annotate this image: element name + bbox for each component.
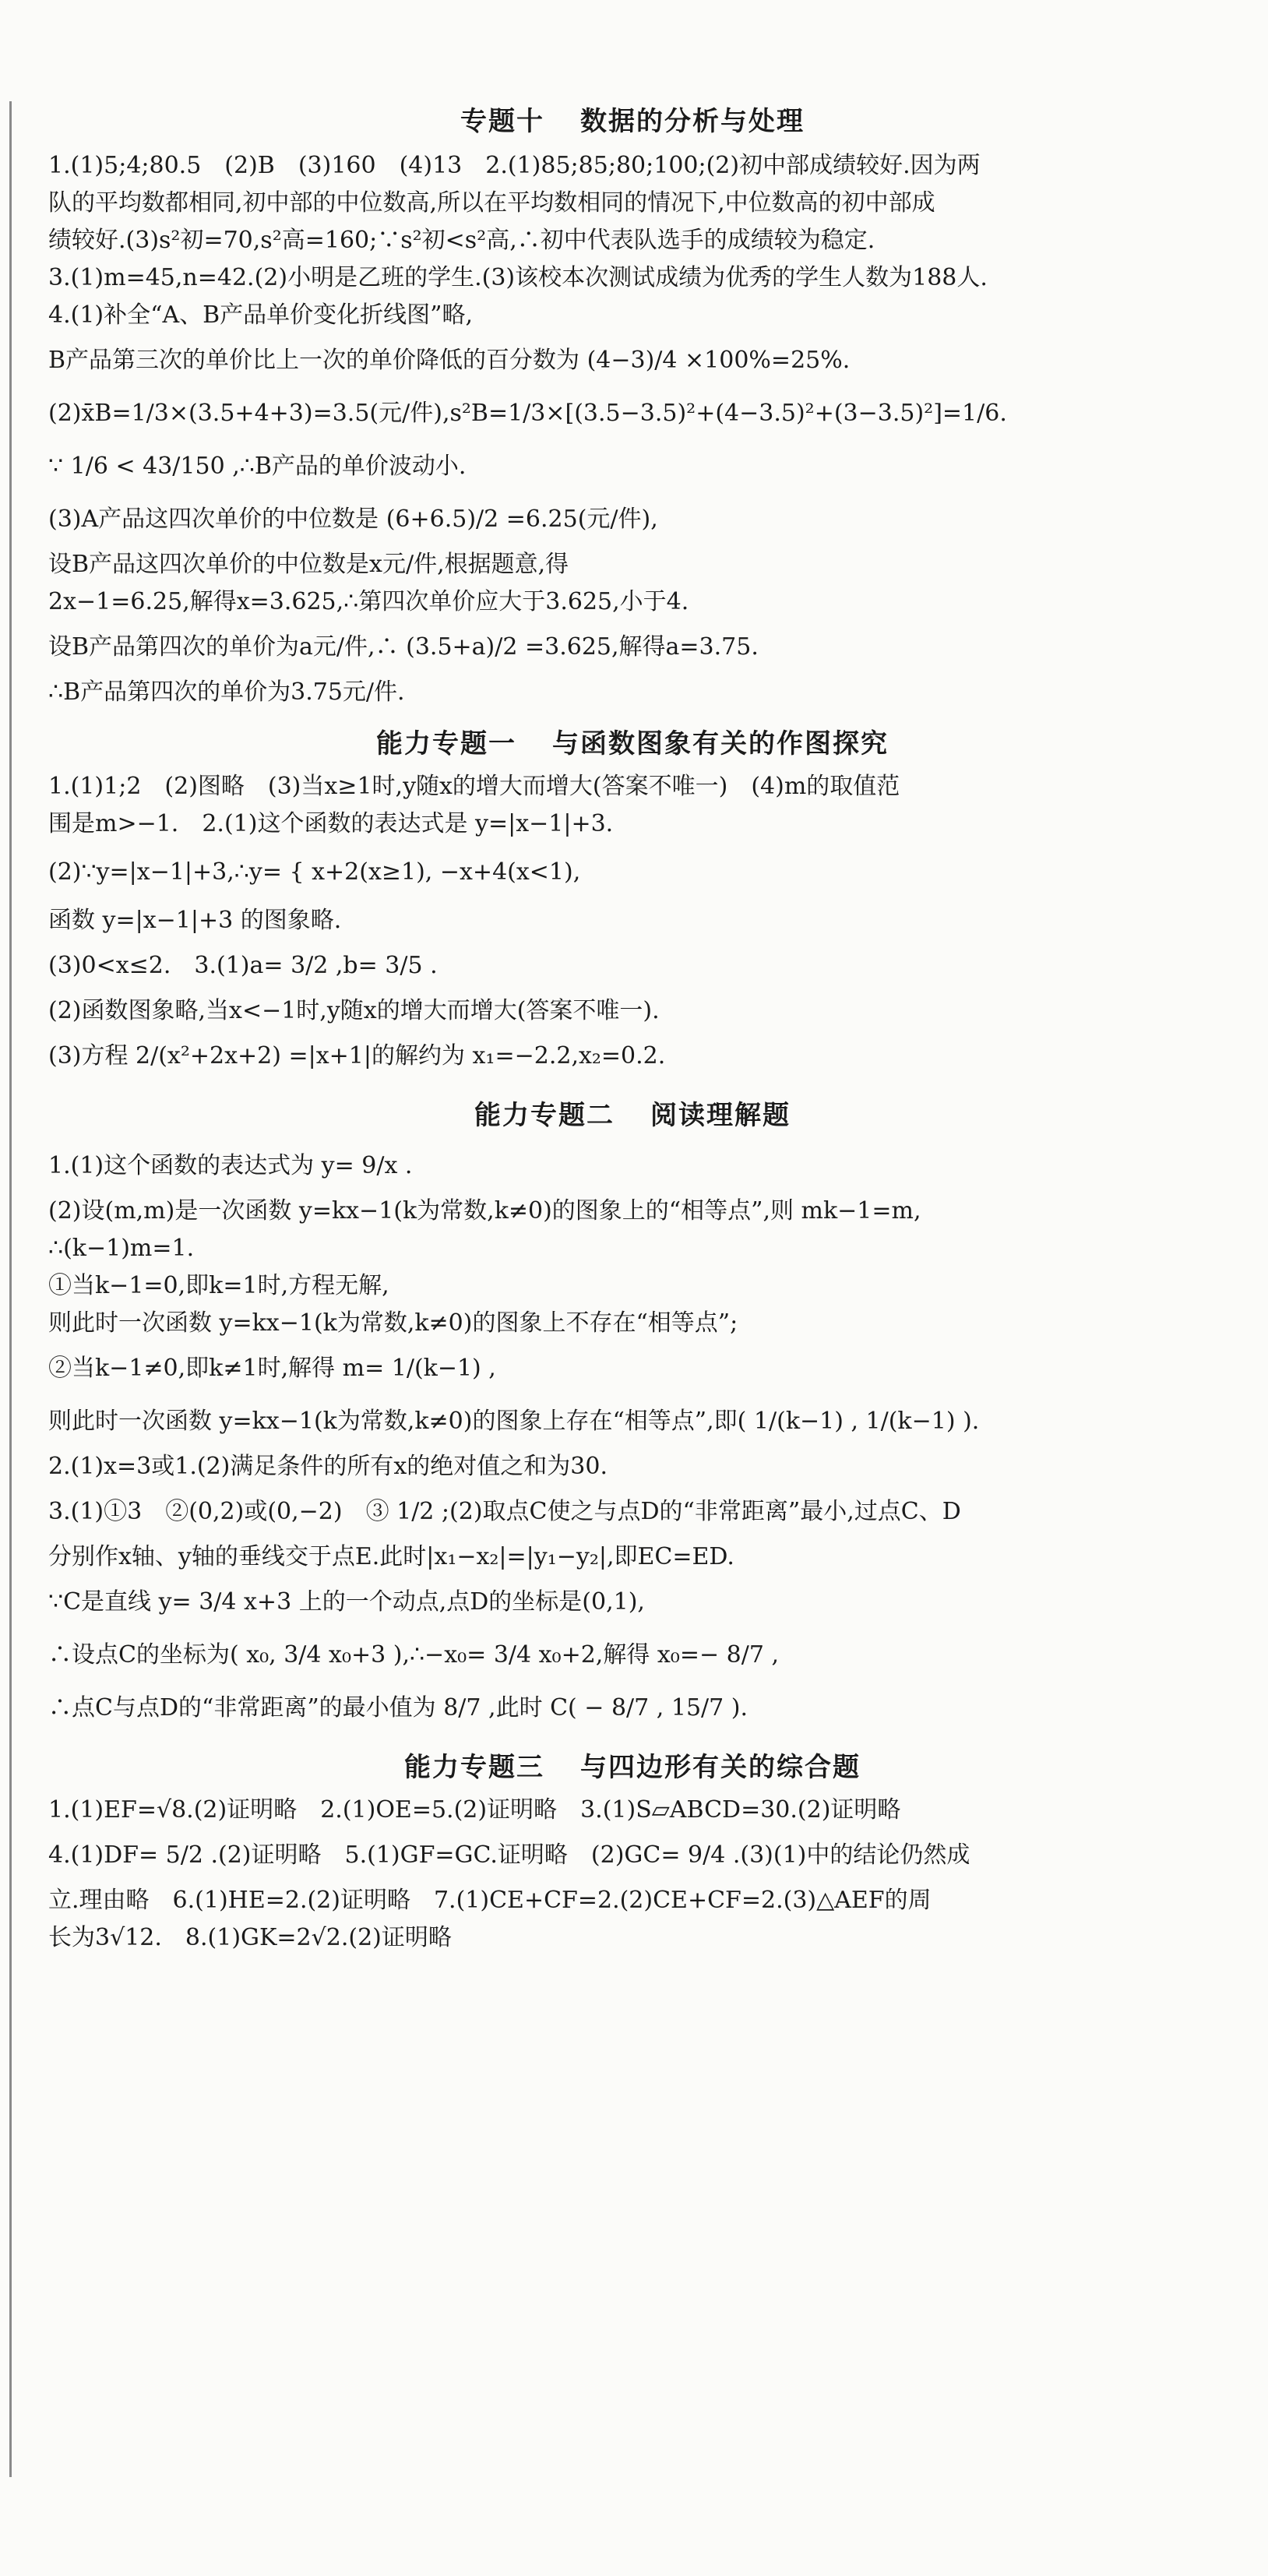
section-ability-2 [48,1094,1217,1735]
answer-line: 2.(1)x=3或1.(2)满足条件的所有x的绝对值之和为30. [48,1453,608,1480]
answer-content [48,100,1217,1957]
answer-line: ②当k−1≠0,即k≠1时,解得 m= 1/(k−1) , [48,1355,496,1382]
answer-line: 3.(1)①3 ②(0,2)或(0,−2) ③ 1/2 ;(2)取点C使之与点D的“非常距离”最小,过点C、D [48,1498,961,1525]
answer-line: 设B产品第四次的单价为a元/件,∴ (3.5+a)/2 =3.625,解得a=3.75. [48,633,759,661]
answer-line: 则此时一次函数 y=kx−1(k为常数,k≠0)的图象上存在“相等点”,即( 1/(k−1) , 1/(k−1) ). [48,1408,980,1435]
answer-line: 1.(1)1;2 (2)图略 (3)当x≥1时,y随x的增大而增大(答案不唯一) (4)m的取值范 [48,773,900,800]
answer-line: 1.(1)EF=√8.(2)证明略 2.(1)OE=5.(2)证明略 3.(1)S▱ABCD=30.(2)证明略 [48,1796,901,1824]
section-title: 能力专题二 阅读理解题 [474,1100,791,1131]
answer-line: 2x−1=6.25,解得x=3.625,∴第四次单价应大于3.625,小于4. [48,588,689,615]
answer-line: (3)0<x≤2. 3.(1)a= 3/2 ,b= 3/5 . [48,952,438,979]
answer-line: 则此时一次函数 y=kx−1(k为常数,k≠0)的图象上不存在“相等点”; [48,1309,738,1337]
answer-line: 队的平均数都相同,初中部的中位数高,所以在平均数相同的情况下,中位数高的初中部成 [48,189,935,217]
answer-line: (2)∵y=|x−1|+3,∴y= { x+2(x≥1), −x+4(x<1), [48,858,581,886]
section-title: 能力专题三 与四边形有关的综合题 [404,1752,861,1783]
answer-line: (2)设(m,m)是一次函数 y=kx−1(k为常数,k≠0)的图象上的“相等点”,则 mk−1=m, [48,1197,921,1225]
answer-line: ①当k−1=0,即k=1时,方程无解, [48,1272,389,1299]
answer-line: (3)方程 2/(x²+2x+2) =|x+1|的解约为 x₁=−2.2,x₂=0.2. [48,1042,666,1070]
answer-line: 立.理由略 6.(1)HE=2.(2)证明略 7.(1)CE+CF=2.(2)CE+CF=2.(3)△AEF的周 [48,1887,932,1914]
answer-line: (2)函数图象略,当x<−1时,y随x的增大而增大(答案不唯一). [48,997,660,1024]
section-title: 能力专题一 与函数图象有关的作图探究 [376,728,889,759]
section-topic-10 [48,100,1217,711]
answer-line: 1.(1)这个函数的表达式为 y= 9/x . [48,1152,413,1179]
answer-line: ∴(k−1)m=1. [48,1235,195,1262]
answer-line: ∴点C与点D的“非常距离”的最小值为 8/7 ,此时 C( − 8/7 , 15/7 ). [48,1694,748,1721]
answer-line: 分别作x轴、y轴的垂线交于点E.此时|x₁−x₂|=|y₁−y₂|,即EC=ED. [48,1543,734,1570]
answer-line: 4.(1)DF= 5/2 .(2)证明略 5.(1)GF=GC.证明略 (2)GC= 9/4 .(3)(1)中的结论仍然成 [48,1841,970,1869]
answer-line: B产品第三次的单价比上一次的单价降低的百分数为 (4−3)/4 ×100%=25%. [48,347,851,374]
answer-line: ∵C是直线 y= 3/4 x+3 上的一个动点,点D的坐标是(0,1), [48,1588,645,1616]
section-ability-3 [48,1746,1217,1957]
answer-line: 绩较好.(3)s²初=70,s²高=160;∵s²初<s²高,∴初中代表队选手的成绩较为稳定. [48,227,875,254]
answer-line: 3.(1)m=45,n=42.(2)小明是乙班的学生.(3)该校本次测试成绩为优秀的学生人数为188人. [48,264,988,291]
answer-line: (3)A产品这四次单价的中位数是 (6+6.5)/2 =6.25(元/件), [48,506,658,533]
answer-line: 围是m>−1. 2.(1)这个函数的表达式是 y=|x−1|+3. [48,810,614,837]
answer-line: ∵ 1/6 < 43/150 ,∴B产品的单价波动小. [48,453,467,480]
section-title: 专题十 数据的分析与处理 [460,106,805,137]
answer-line: 长为3√12. 8.(1)GK=2√2.(2)证明略 [48,1924,452,1951]
answer-line: 4.(1)补全“A、B产品单价变化折线图”略, [48,301,474,329]
answer-line: 1.(1)5;4;80.5 (2)B (3)160 (4)13 2.(1)85;85;80;100;(2)初中部成绩较好.因为两 [48,152,981,179]
answer-line: ∴设点C的坐标为( x₀, 3/4 x₀+3 ),∴−x₀= 3/4 x₀+2,解得 x₀=− 8/7 , [48,1641,779,1669]
margin-rule [9,101,12,2477]
answer-line: ∴B产品第四次的单价为3.75元/件. [48,678,405,706]
section-ability-1 [48,722,1217,1083]
answer-line: (2)x̄B=1/3×(3.5+4+3)=3.5(元/件),s²B=1/3×[(3.5−3.5)²+(4−3.5)²+(3−3.5)²]=1/6. [48,400,1007,427]
answer-line: 设B产品这四次单价的中位数是x元/件,根据题意,得 [48,551,569,578]
answer-line: 函数 y=|x−1|+3 的图象略. [48,907,342,934]
